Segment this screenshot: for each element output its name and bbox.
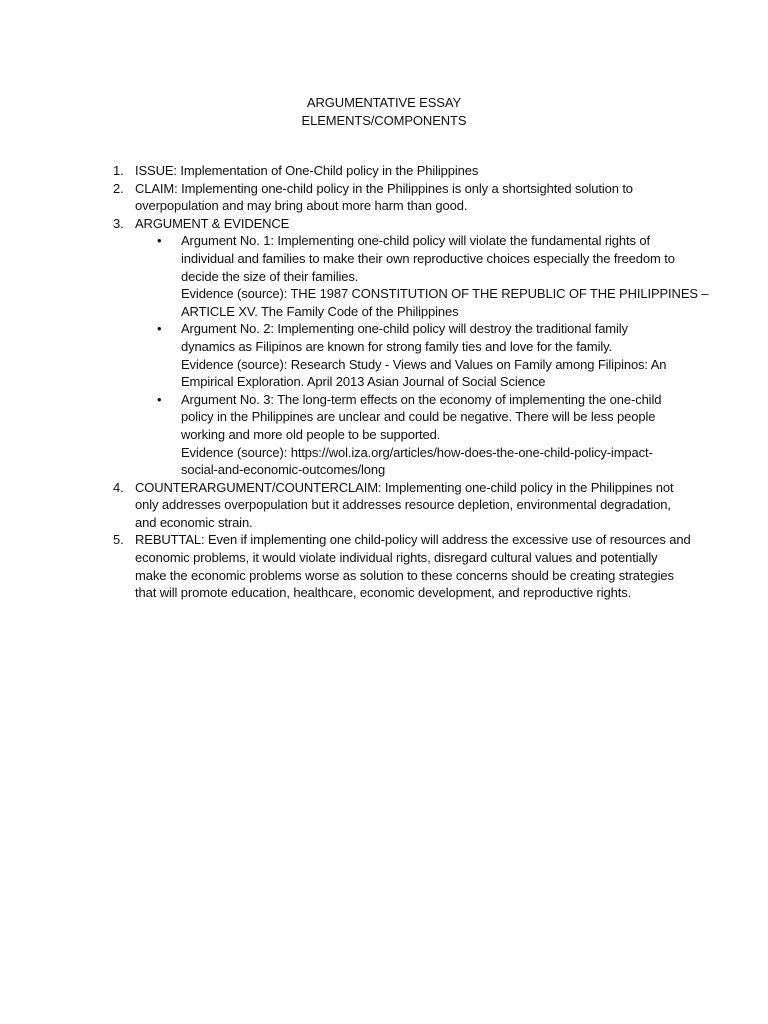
list-item-text: ISSUE: Implementation of One-Child policy in the Philippines — [135, 163, 479, 178]
argument-text: Argument No. 3: The long-term effects on the economy of implementing the one-child — [181, 391, 662, 407]
list-item-text: overpopulation and may bring about more harm than good. — [135, 198, 468, 214]
evidence-text: social-and-economic-outcomes/long — [181, 462, 386, 478]
list-item-text: make the economic problems worse as solution to these concerns should be creating strategies — [135, 567, 674, 583]
evidence-text: Evidence (source): THE 1987 CONSTITUTION OF THE REPUBLIC OF THE PHILIPPINES – — [181, 286, 709, 302]
bullet-icon: • — [157, 391, 162, 407]
list-item-text: that will promote education, healthcare, economic development, and reproductive rights. — [135, 585, 632, 601]
list-item-text: REBUTTAL: Even if implementing one child-policy will address the excessive use of resources and — [135, 532, 691, 548]
argument-text: Argument No. 1: Implementing one-child policy will violate the fundamental rights of — [181, 233, 650, 249]
list-number: 5. — [113, 532, 124, 548]
list-number: 1. — [113, 163, 124, 178]
list-item-text: COUNTERARGUMENT/COUNTERCLAIM: Implementing one-child policy in the Philippines not — [135, 479, 674, 495]
list-number: 3. — [113, 215, 124, 231]
document-body — [0, 162, 768, 602]
argument-text: decide the size of their families. — [181, 268, 359, 284]
evidence-text: ARTICLE XV. The Family Code of the Philippines — [181, 303, 459, 319]
list-item-claim — [113, 180, 680, 215]
list-item-text: and economic strain. — [135, 514, 253, 530]
evidence-text: Empirical Exploration. April 2013 Asian Journal of Social Science — [181, 374, 546, 390]
list-number: 4. — [113, 479, 124, 495]
list-item-text: CLAIM: Implementing one-child policy in the Philippines is only a shortsighted solution to — [135, 180, 633, 196]
argument-text: working and more old people to be supported. — [181, 426, 441, 442]
evidence-text: Evidence (source): https://wol.iza.org/articles/how-does-the-one-child-policy-impact- — [181, 444, 653, 460]
list-item-rebuttal — [113, 531, 691, 601]
bullet-icon: • — [157, 321, 162, 337]
list-number: 2. — [113, 180, 124, 196]
argument-item-1 — [157, 232, 709, 320]
essay-title: ARGUMENTATIVE ESSAY — [306, 95, 462, 110]
essay-subtitle: ELEMENTS/COMPONENTS — [301, 112, 467, 128]
argument-text: individual and families to make their own reproductive choices especially the freedom to — [181, 250, 675, 266]
list-item-text: ARGUMENT & EVIDENCE — [135, 215, 290, 231]
argument-item-2 — [157, 320, 681, 390]
argument-text: Argument No. 2: Implementing one-child policy will destroy the traditional family — [181, 321, 628, 337]
evidence-text: Evidence (source): Research Study - Views and Values on Family among Filipinos: An — [181, 356, 667, 372]
list-item-issue — [113, 162, 680, 180]
bullet-icon: • — [157, 233, 162, 249]
argument-text: policy in the Philippines are unclear and could be negative. There will be less people — [181, 409, 656, 425]
argument-text: dynamics as Filipinos are known for strong family ties and love for the family. — [181, 338, 613, 354]
list-item-text: economic problems, it would violate individual rights, disregard cultural values and potentially — [135, 550, 658, 566]
list-item-text: only addresses overpopulation but it addresses resource depletion, environmental degradation, — [135, 497, 671, 513]
argument-item-3 — [157, 391, 681, 479]
list-item-counterargument — [113, 479, 680, 532]
list-item-argument-evidence — [113, 215, 680, 233]
